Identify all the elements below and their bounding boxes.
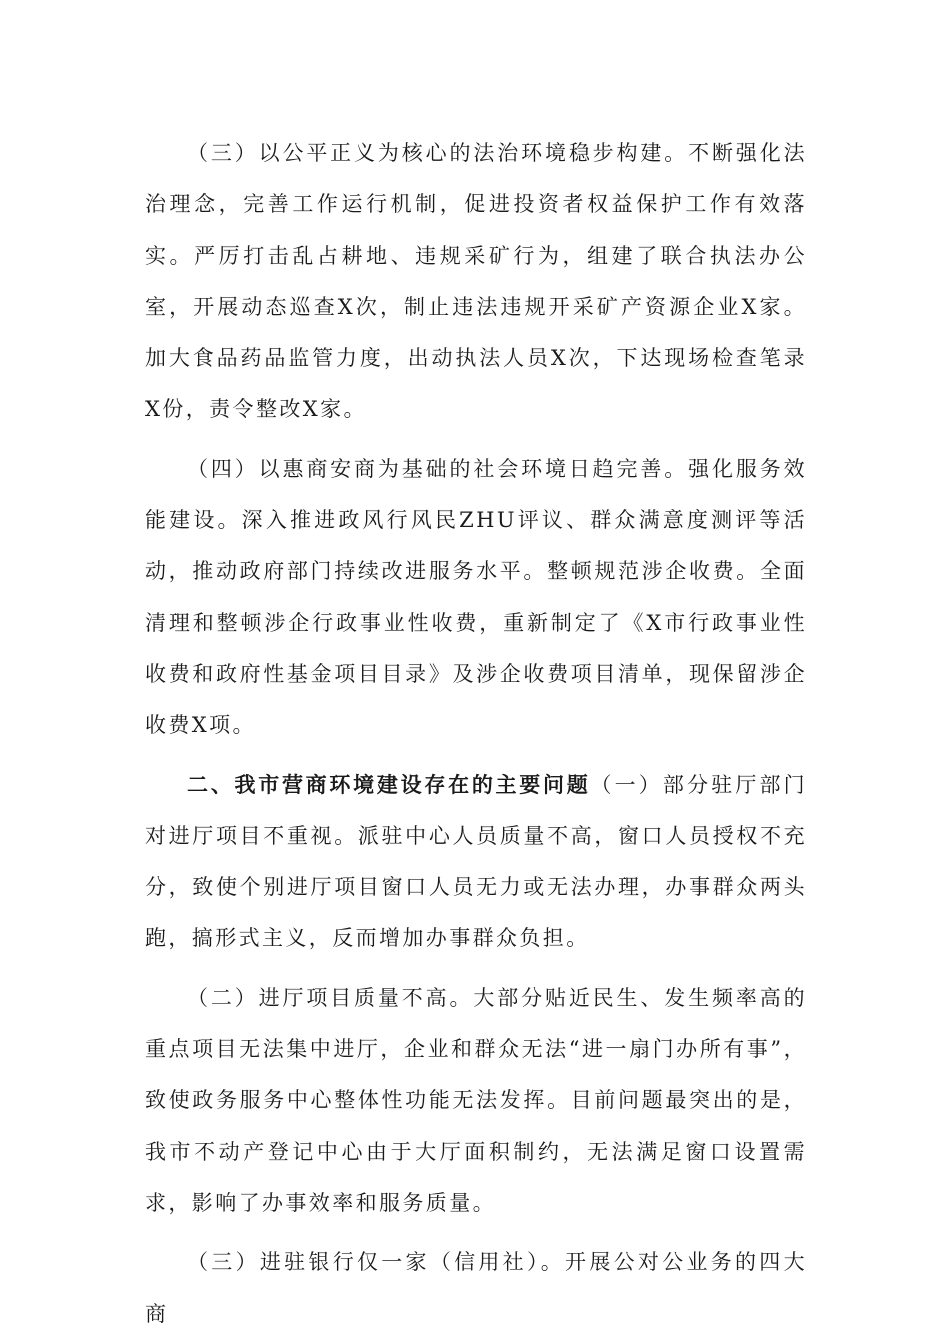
section-heading: 二、我市营商环境建设存在的主要问题 (187, 772, 591, 797)
paragraph-legal-environment: （三）以公平正义为核心的法治环境稳步构建。不断强化法治理念，完善工作运行机制，促进投资者权益保护工作有效落实。严厉打击乱占耕地、违规采矿行为，组建了联合执法办公室，开展动态巡查X次，制止违法违规开采矿产资源企业X家。加大食品药品监管力度，出动执法人员X次，下达现场检查笔录X份，责令整改X家。 (145, 141, 807, 422)
paragraph-gap (145, 436, 807, 444)
paragraph-gap (145, 965, 807, 973)
paragraph-project-quality: （二）进厅项目质量不高。大部分贴近民生、发生频率高的重点项目无法集中进厅，企业和群众无法“进一扇门办所有事”，致使政务服务中心整体性功能无法发挥。目前问题最突出的是，我市不动产登记中心由于大厅面积制约，无法满足窗口设置需求，影响了办事效率和服务质量。 (145, 985, 807, 1215)
paragraph-gap (145, 1229, 807, 1237)
document-body (145, 128, 807, 1340)
paragraph-bank: （三）进驻银行仅一家（信用社）。开展公对公业务的四大商 (145, 1250, 807, 1326)
paragraph-gap (145, 752, 807, 760)
paragraph-text: （一）部分驻厅部门对进厅项目不重视。派驻中心人员质量不高，窗口人员授权不充分，致使个别进厅项目窗口人员无力或无法办理，办事群众两头跑，搞形式主义，反而增加办事群众负担。 (145, 772, 807, 951)
paragraph-main-problems (145, 760, 807, 965)
paragraph-social-environment: （四）以惠商安商为基础的社会环境日趋完善。强化服务效能建设。深入推进政风行风民ZHU评议、群众满意度测评等活动，推动政府部门持续改进服务水平。整顿规范涉企收费。全面清理和整顿涉企行政事业性收费，重新制定了《X市行政事业性收费和政府性基金项目目录》及涉企收费项目清单，现保留涉企收费X项。 (145, 456, 807, 738)
